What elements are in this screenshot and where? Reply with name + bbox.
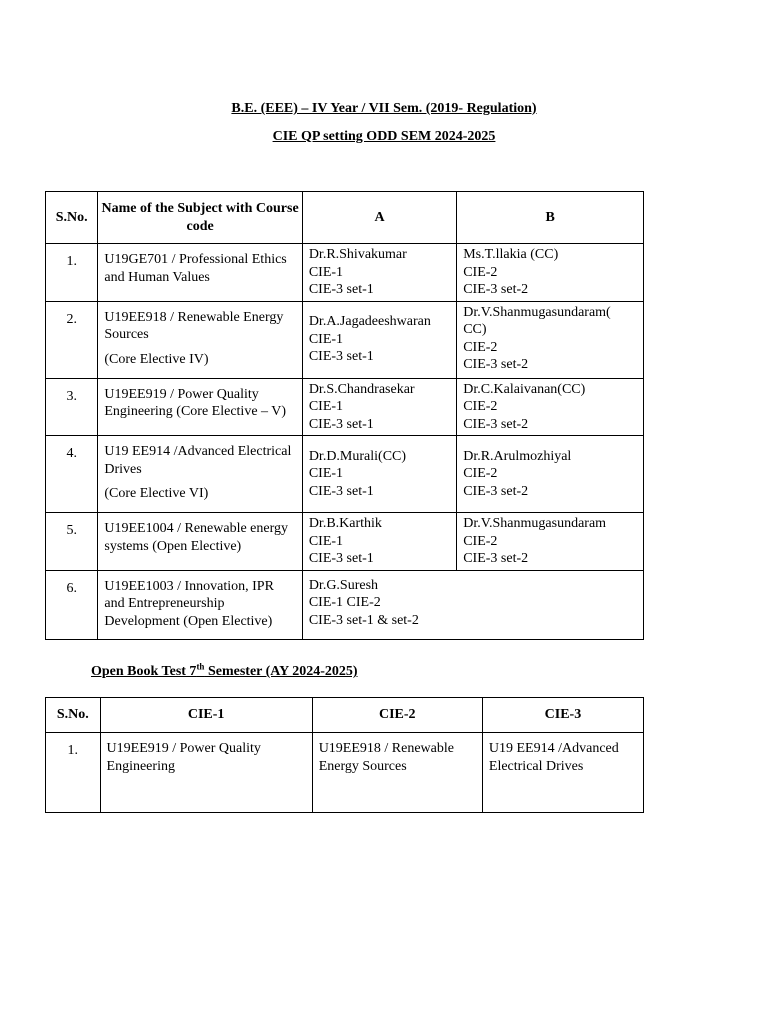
faculty-name: Dr.G.Suresh [308, 577, 379, 593]
row-col-b [457, 378, 644, 436]
assignment: CIE-3 set-2 [463, 416, 529, 432]
faculty-name: Dr.R.Arulmozhiyal [463, 448, 572, 464]
faculty-name: Dr.C.Kalaivanan(CC) [463, 381, 586, 397]
row-subject [98, 378, 302, 436]
table-row [46, 436, 644, 513]
faculty-name: Dr.R.Shivakumar [308, 247, 407, 262]
row-subject [98, 301, 302, 378]
faculty-name: Dr.S.Chandrasekar [308, 381, 415, 397]
row-col-a [302, 301, 456, 378]
row-sno: 5. [46, 513, 98, 571]
assignment: CIE-1 [308, 466, 344, 482]
row-cie2: U19EE918 / Renewable Energy Sources [312, 733, 482, 813]
row-col-ab-merged [302, 570, 643, 639]
col-header-cie2: CIE-2 [312, 698, 482, 733]
assignment: CIE-1 [308, 533, 344, 549]
subject-text: U19 EE914 /Advanced Electrical Drives [104, 444, 292, 477]
assignment: CIE-3 set-1 [308, 416, 374, 432]
assignment: CIE-3 set-1 [308, 282, 374, 297]
assignment: CIE-2 [463, 533, 498, 549]
col-header-b: B [457, 192, 644, 244]
assignment: CIE-1 [308, 399, 344, 414]
subject-elective: (Core Elective VI) [104, 486, 209, 501]
table-row [46, 378, 644, 436]
faculty-name-cont: CC) [463, 322, 487, 337]
cie-qp-setting-table [45, 191, 644, 640]
subject-text: U19EE1004 / Renewable energy systems (Open Elective) [104, 521, 289, 554]
col-header-cie1: CIE-1 [100, 698, 312, 733]
assignment: CIE-2 [463, 264, 498, 280]
row-col-b [457, 244, 644, 302]
row-sno: 1. [46, 244, 98, 302]
faculty-name: Dr.V.Shanmugasundaram( [463, 304, 611, 320]
open-book-test-title: Open Book Test 7th Semester (AY 2024-2025) [91, 661, 358, 679]
row-col-a [302, 378, 456, 436]
row-subject [98, 244, 302, 302]
table-row [46, 301, 644, 378]
assignment: CIE-3 set-1 [308, 483, 374, 499]
subject-elective: (Core Elective IV) [104, 351, 209, 367]
row-subject [98, 513, 302, 571]
assignment: CIE-3 set-2 [463, 551, 529, 566]
faculty-name: Dr.A.Jagadeeshwaran [308, 314, 431, 330]
table-row [46, 733, 644, 813]
assignment: CIE-3 set-2 [463, 282, 529, 297]
table-header-row [46, 698, 644, 733]
col-header-a: A [302, 192, 456, 244]
assignment: CIE-1 [308, 331, 344, 347]
assignment: CIE-2 [463, 399, 498, 414]
row-col-b [457, 436, 644, 513]
table-header-row [46, 192, 644, 244]
assignment: CIE-1 CIE-2 [308, 595, 381, 610]
row-col-a [302, 436, 456, 513]
row-sno: 3. [46, 378, 98, 436]
faculty-name: Ms.T.llakia (CC) [463, 247, 559, 262]
row-subject [98, 570, 302, 639]
col-header-subject: Name of the Subject with Course code [98, 192, 302, 244]
col-header-cie3: CIE-3 [482, 698, 643, 733]
assignment: CIE-3 set-2 [463, 483, 529, 499]
assignment: CIE-1 [308, 264, 344, 280]
faculty-name: Dr.D.Murali(CC) [308, 448, 407, 464]
col-header-sno: S.No. [46, 192, 98, 244]
subject-text: U19EE919 / Power Quality Engineering (Core Elective – V) [104, 386, 287, 419]
assignment: CIE-3 set-2 [463, 357, 529, 372]
subject-text: U19EE918 / Renewable Energy Sources [104, 309, 284, 342]
row-cie1: U19EE919 / Power Quality Engineering [100, 733, 312, 813]
subject-text: U19GE701 / Professional Ethics and Human Values [104, 252, 287, 285]
subject-text: U19EE1003 / Innovation, IPR and Entrepreneurship Development (Open Elective) [104, 578, 274, 629]
row-sno: 6. [46, 570, 98, 639]
row-subject [98, 436, 302, 513]
row-sno: 2. [46, 301, 98, 378]
assignment: CIE-3 set-1 & set-2 [308, 612, 419, 628]
table-row [46, 244, 644, 302]
row-sno: 1. [46, 733, 101, 813]
table-row [46, 570, 644, 639]
assignment: CIE-3 set-1 [308, 551, 374, 566]
assignment: CIE-2 [463, 339, 498, 355]
assignment: CIE-3 set-1 [308, 349, 374, 365]
open-book-test-table [45, 697, 644, 813]
row-col-b [457, 301, 644, 378]
row-sno: 4. [46, 436, 98, 513]
faculty-name: Dr.V.Shanmugasundaram [463, 516, 607, 531]
col-header-sno: S.No. [46, 698, 101, 733]
row-col-a [302, 513, 456, 571]
row-cie3: U19 EE914 /Advanced Electrical Drives [482, 733, 643, 813]
document-title: B.E. (EEE) – IV Year / VII Sem. (2019- Regulation) [231, 101, 537, 116]
assignment: CIE-2 [463, 466, 498, 482]
row-col-b [457, 513, 644, 571]
table-row [46, 513, 644, 571]
faculty-name: Dr.B.Karthik [308, 516, 382, 531]
document-subtitle: CIE QP setting ODD SEM 2024-2025 [272, 129, 496, 144]
row-col-a [302, 244, 456, 302]
